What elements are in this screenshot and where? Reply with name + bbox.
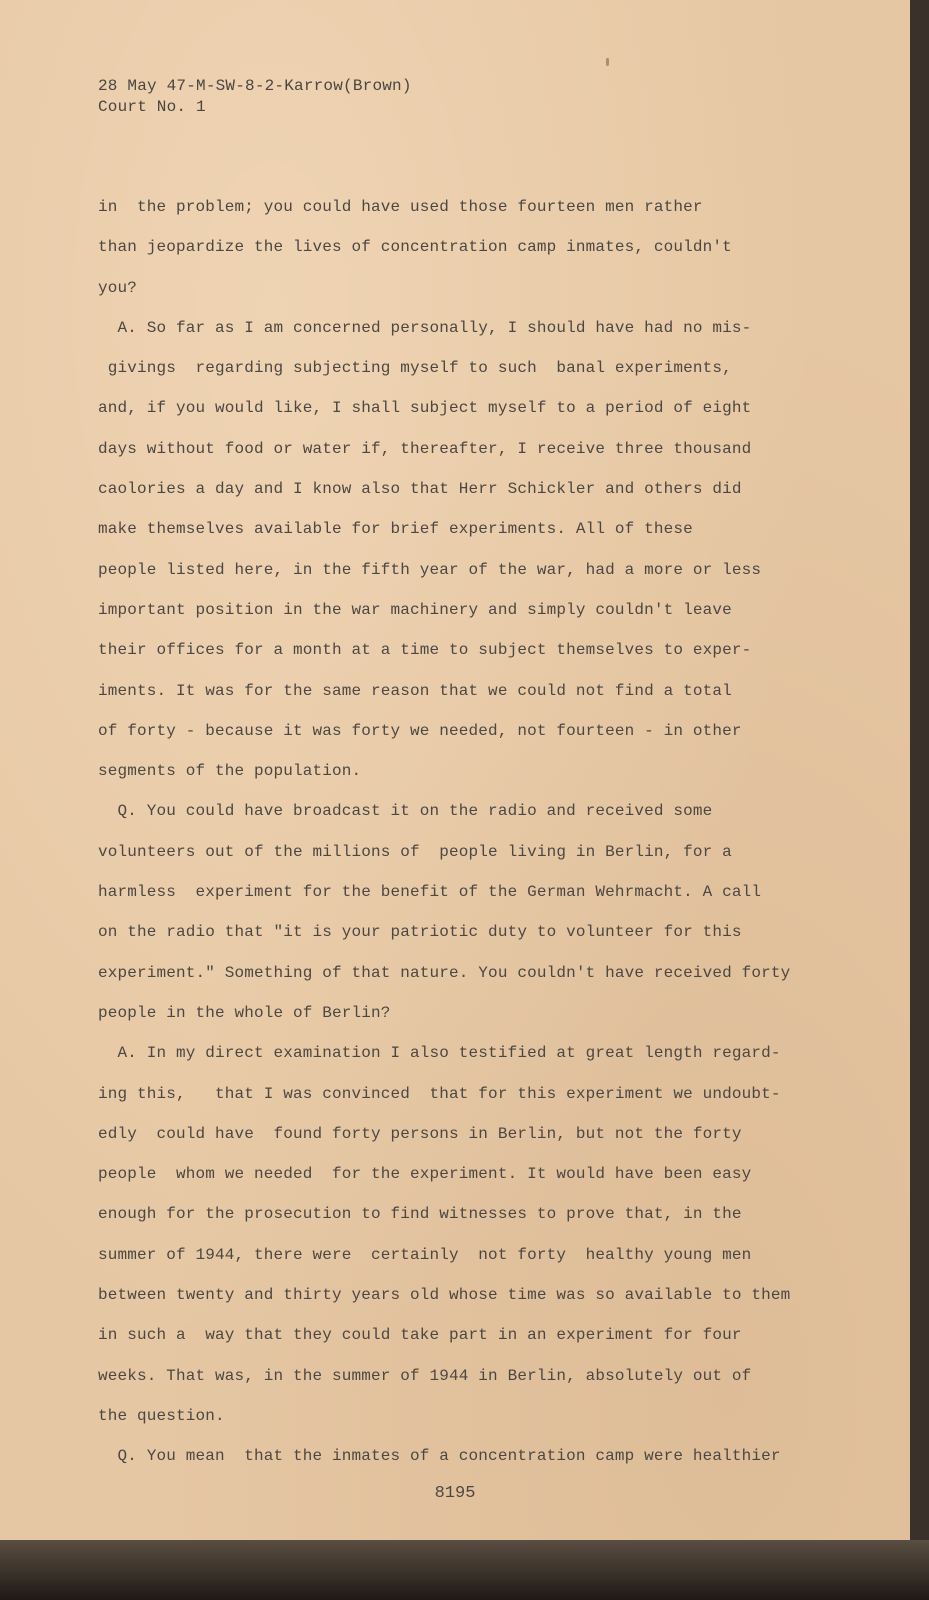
transcript-line: summer of 1944, there were certainly not forty healthy young men: [98, 1245, 752, 1264]
transcript-line: edly could have found forty persons in Berlin, but not the forty: [98, 1124, 742, 1143]
paper-speck: [606, 58, 609, 66]
transcript-line: volunteers out of the millions of people living in Berlin, for a: [98, 842, 732, 861]
scan-edge-bottom: [0, 1540, 929, 1600]
transcript-line: caolories a day and I know also that Herr Schickler and others did: [98, 480, 742, 499]
document-header: [98, 76, 412, 118]
header-court: Court No. 1: [98, 98, 206, 116]
transcript-line: you?: [98, 278, 138, 297]
transcript-line: of forty - because it was forty we needed, not fourteen - in other: [98, 721, 742, 740]
transcript-line: Q. You could have broadcast it on the radio and received some: [98, 802, 713, 821]
transcript-line: people whom we needed for the experiment. It would have been easy: [98, 1165, 752, 1184]
page-number: 8195: [434, 1484, 476, 1503]
transcript-line: than jeopardize the lives of concentration camp inmates, couldn't: [98, 238, 732, 257]
transcript-body: [98, 195, 818, 1485]
header-reference: 28 May 47-M-SW-8-2-Karrow(Brown): [98, 77, 412, 95]
transcript-line: Q. You mean that the inmates of a concentration camp were healthier: [98, 1447, 781, 1466]
transcript-line: in such a way that they could take part in an experiment for four: [98, 1326, 742, 1345]
transcript-line: people listed here, in the fifth year of the war, had a more or less: [98, 560, 762, 579]
transcript-line: weeks. That was, in the summer of 1944 in Berlin, absolutely out of: [98, 1366, 752, 1385]
transcript-line: important position in the war machinery and simply couldn't leave: [98, 600, 732, 619]
transcript-line: A. In my direct examination I also testified at great length regard-: [98, 1044, 781, 1063]
transcript-line: A. So far as I am concerned personally, I should have had no mis-: [98, 318, 752, 337]
transcript-line: in the problem; you could have used those fourteen men rather: [98, 198, 703, 216]
transcript-line: harmless experiment for the benefit of the German Wehrmacht. A call: [98, 883, 762, 902]
transcript-line: segments of the population.: [98, 762, 362, 781]
transcript-line: and, if you would like, I shall subject myself to a period of eight: [98, 399, 752, 418]
transcript-line: their offices for a month at a time to subject themselves to exper-: [98, 641, 752, 660]
scan-edge-right: [910, 0, 929, 1600]
transcript-line: experiment." Something of that nature. You couldn't have received forty: [98, 963, 791, 982]
transcript-line: the question.: [98, 1406, 225, 1425]
transcript-line: iments. It was for the same reason that we could not find a total: [98, 681, 732, 700]
transcript-line: days without food or water if, thereafter, I receive three thousand: [98, 439, 752, 458]
transcript-line: between twenty and thirty years old whose time was so available to them: [98, 1286, 791, 1305]
transcript-line: on the radio that "it is your patriotic duty to volunteer for this: [98, 923, 742, 942]
transcript-line: enough for the prosecution to find witnesses to prove that, in the: [98, 1205, 742, 1224]
transcript-line: ing this, that I was convinced that for this experiment we undoubt-: [98, 1084, 781, 1103]
transcript-line: givings regarding subjecting myself to such banal experiments,: [98, 359, 732, 378]
transcript-line: make themselves available for brief experiments. All of these: [98, 520, 693, 539]
transcript-line: people in the whole of Berlin?: [98, 1003, 391, 1022]
